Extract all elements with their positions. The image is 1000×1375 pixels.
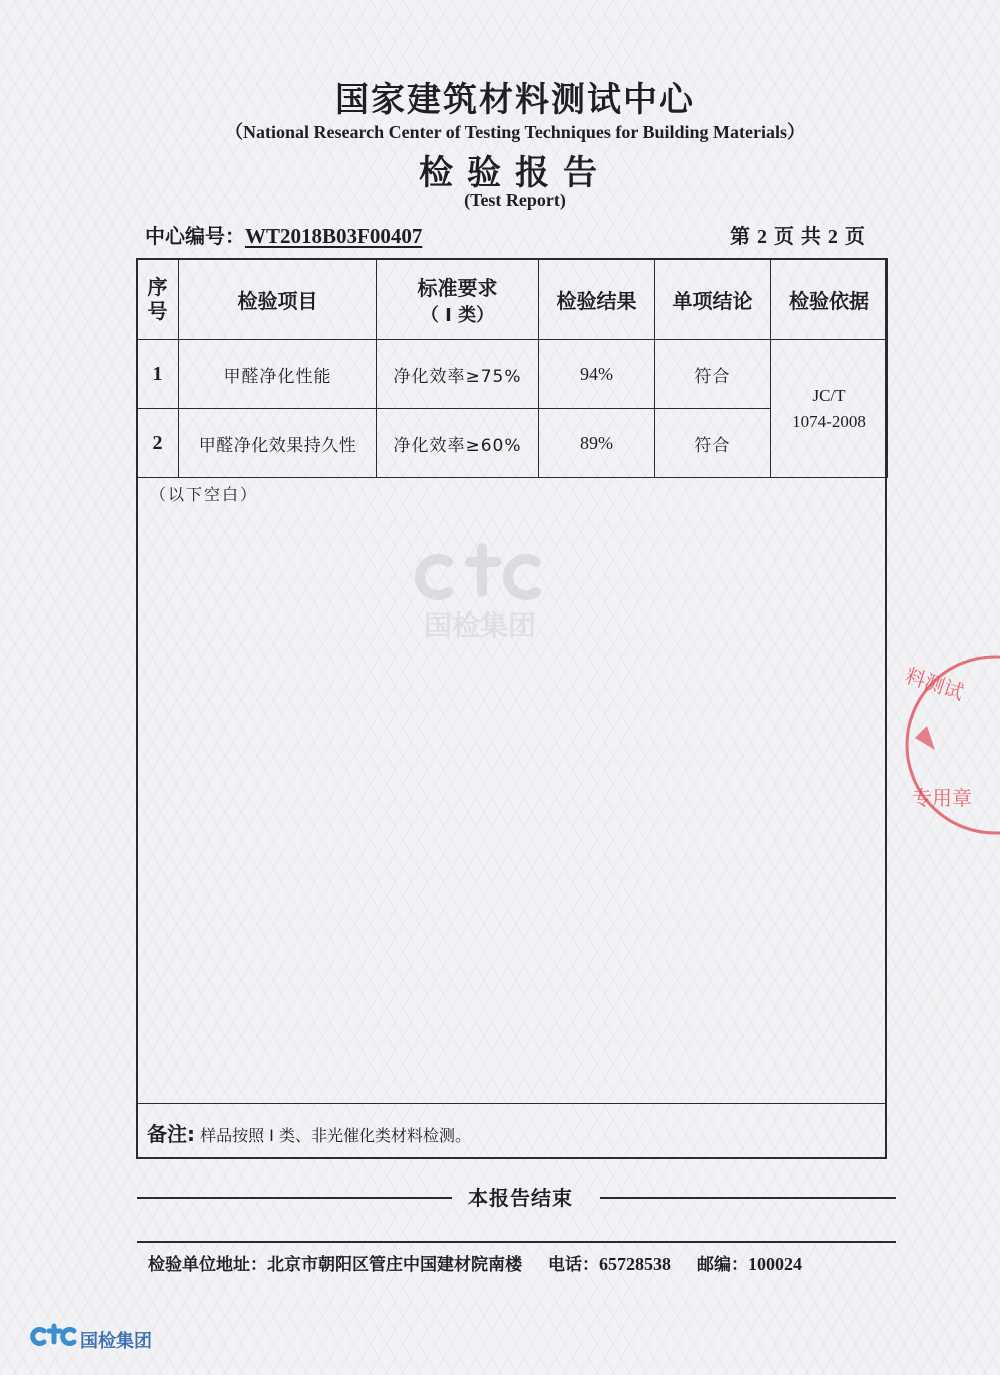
report-end-text: 本报告结束 [468, 1186, 573, 1210]
page-suffix: 页 [844, 224, 865, 248]
center-number [145, 220, 422, 249]
blank-note: （以下空白） [150, 485, 259, 504]
row-seq: 2 [137, 409, 179, 478]
row-requirement: 净化效率≥75% [377, 340, 539, 409]
remarks-text: 样品按照 I 类、非光催化类材料检测。 [200, 1126, 471, 1145]
row-result: 94% [539, 340, 655, 409]
table-row [137, 340, 888, 409]
basis-line1: JC/T [812, 385, 846, 405]
page-mid: 页 共 [773, 224, 821, 248]
row-seq: 1 [137, 340, 179, 409]
header-conclusion: 单项结论 [655, 259, 771, 340]
postcode-value: 100024 [748, 1254, 802, 1274]
address-value: 北京市朝阳区管庄中国建材院南楼 [267, 1255, 522, 1275]
row-item: 甲醛净化效果持久性 [179, 409, 377, 478]
footer-contact [148, 1250, 802, 1275]
report-title-en: (Test Report) [464, 190, 566, 210]
page-info [730, 220, 865, 249]
end-divider-left [137, 1197, 452, 1199]
row-requirement: 净化效率≥60% [377, 409, 539, 478]
address-label: 检验单位地址： [148, 1255, 267, 1275]
page-current: 2 [756, 226, 767, 248]
postcode-label: 邮编： [697, 1255, 748, 1275]
row-conclusion: 符合 [655, 340, 771, 409]
header-requirement [377, 259, 539, 340]
phone-label: 电话： [548, 1255, 599, 1275]
page-total: 2 [827, 226, 838, 248]
remarks-divider [136, 1103, 887, 1104]
row-basis [771, 340, 888, 478]
header-basis: 检验依据 [771, 259, 888, 340]
header-result: 检验结果 [539, 259, 655, 340]
seal-text-top: 料测试 [902, 663, 967, 705]
result-table [136, 258, 888, 478]
header-requirement-main: 标准要求 [417, 275, 498, 300]
org-title-en: （National Research Center of Testing Techniques for Building Materials） [224, 122, 806, 142]
ctc-logo-icon [30, 1322, 78, 1350]
report-title-cn: 检验报告 [419, 153, 611, 193]
row-item: 甲醛净化性能 [179, 340, 377, 409]
basis-line2: 1074-2008 [792, 411, 866, 431]
page-prefix: 第 [730, 224, 750, 248]
row-conclusion: 符合 [655, 409, 771, 478]
header-requirement-sub: （ I 类） [420, 304, 495, 326]
logo-text: 国检集团 [80, 1331, 152, 1352]
ctc-watermark-logo [400, 520, 560, 650]
remarks-label: 备注: [147, 1122, 195, 1146]
seal-text-bottom: 专用章 [912, 786, 972, 810]
footer-divider [137, 1241, 896, 1243]
table-header-row [137, 259, 888, 340]
watermark-text: 国检集团 [423, 609, 537, 642]
end-divider-right [600, 1197, 896, 1199]
header-seq: 序号 [137, 259, 179, 340]
center-number-value: WT2018B03F00407 [245, 224, 423, 248]
org-title-cn: 国家建筑材料测试中心 [335, 80, 695, 120]
center-number-label: 中心编号： [145, 224, 245, 248]
remarks [147, 1118, 471, 1147]
phone-value: 65728538 [599, 1254, 671, 1274]
header-item: 检验项目 [179, 259, 377, 340]
row-result: 89% [539, 409, 655, 478]
